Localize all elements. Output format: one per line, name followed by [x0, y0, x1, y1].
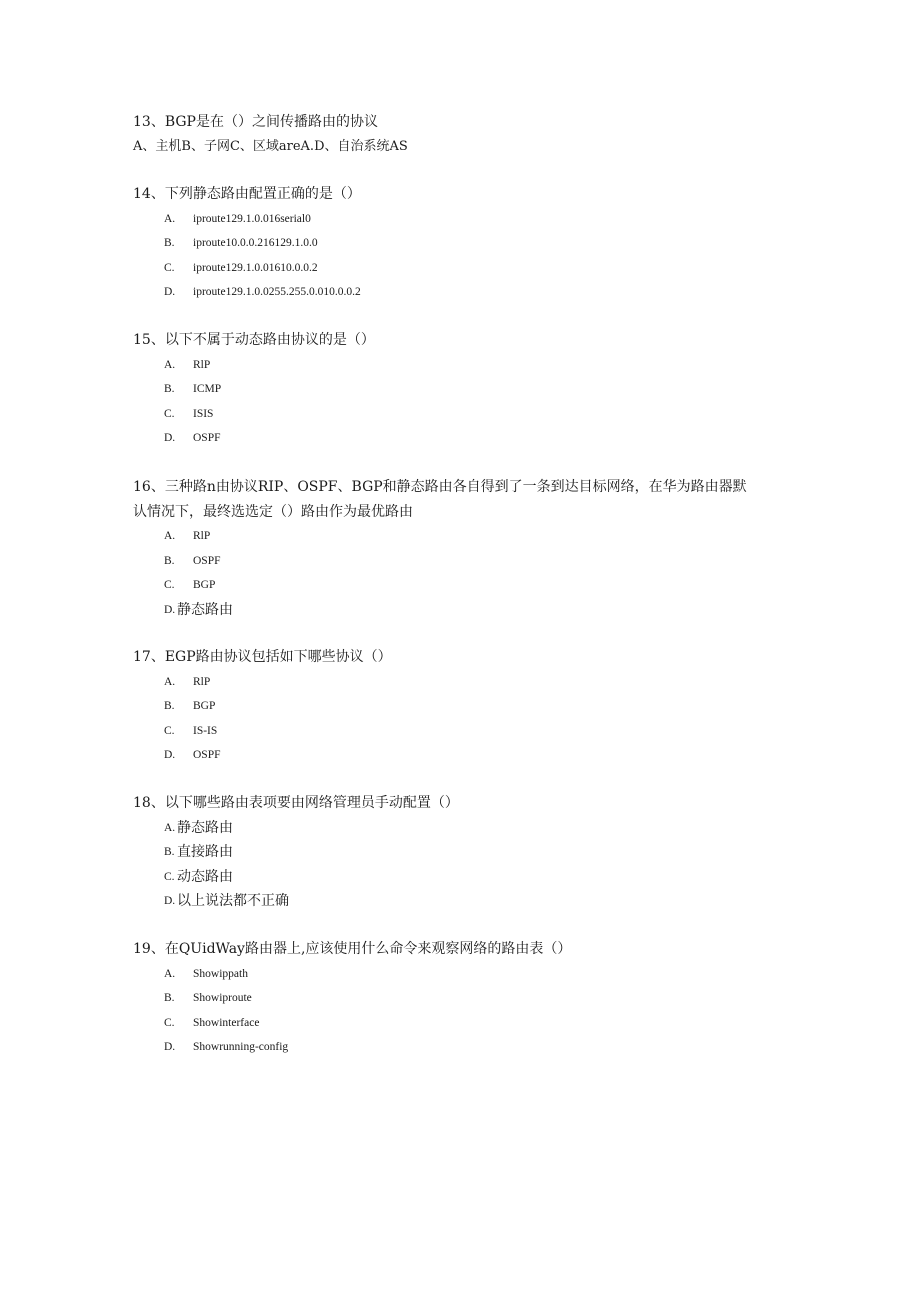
question-inline-options: A、主机B、子网C、区域areA.D、自治系统AS — [133, 138, 408, 154]
option-list — [133, 524, 793, 622]
option-letter: A. — [164, 530, 176, 542]
option-text: OSPF — [193, 554, 221, 567]
question-stem: 19、在QUidWay路由器上,应该使用什么命令来观察网络的路由表（） — [133, 941, 572, 957]
option-letter: D. — [164, 286, 176, 298]
option-letter: B. — [164, 700, 175, 712]
option-letter: B. — [164, 846, 175, 858]
option-text: 静态路由 — [177, 601, 233, 618]
option-a — [133, 353, 793, 378]
option-list — [133, 353, 793, 451]
option-letter: B. — [164, 992, 175, 1004]
option-text: 动态路由 — [177, 868, 233, 885]
question-stem: 14、下列静态路由配置正确的是（） — [133, 186, 361, 202]
option-text: Showrunning-config — [193, 1041, 289, 1053]
option-list — [133, 816, 793, 914]
option-d — [133, 1035, 793, 1060]
question-16 — [133, 475, 793, 622]
option-text: OSPF — [193, 432, 221, 444]
option-b — [133, 694, 793, 719]
option-letter: A. — [164, 212, 176, 225]
option-c — [133, 402, 793, 427]
option-text: OSPF — [193, 749, 221, 761]
option-d — [133, 280, 793, 305]
option-letter: C. — [164, 870, 175, 883]
option-letter: D. — [164, 603, 176, 616]
option-list — [133, 670, 793, 768]
option-letter: C. — [164, 724, 175, 737]
option-b — [133, 986, 793, 1011]
option-a — [133, 524, 793, 549]
option-text: iproute129.1.0.016serial0 — [193, 212, 311, 225]
option-b — [133, 840, 793, 865]
question-stem: 18、以下哪些路由表项要由网络管理员手动配置（） — [133, 795, 459, 811]
option-c — [133, 719, 793, 744]
option-text: 静态路由 — [177, 819, 233, 836]
option-a — [133, 816, 793, 841]
question-19 — [133, 937, 793, 1060]
question-18 — [133, 791, 793, 914]
option-letter: C. — [164, 407, 175, 420]
option-letter: B. — [164, 383, 175, 395]
option-text: Showinterface — [193, 1016, 260, 1029]
option-text: RlP — [193, 358, 211, 371]
option-text: 以上说法都不正确 — [177, 893, 289, 909]
option-letter: D. — [164, 432, 176, 444]
option-a — [133, 207, 793, 232]
option-text: iproute129.1.0.01610.0.0.2 — [193, 261, 318, 274]
option-c — [133, 1011, 793, 1036]
option-b — [133, 231, 793, 256]
option-letter: A. — [164, 358, 176, 371]
option-c — [133, 573, 793, 598]
option-text: IS-IS — [193, 724, 218, 737]
option-letter: A. — [164, 967, 176, 980]
option-text: iproute10.0.0.216129.1.0.0 — [193, 237, 318, 249]
option-c — [133, 865, 793, 890]
option-text: ISIS — [193, 407, 214, 420]
option-text: BGP — [193, 700, 216, 712]
option-letter: C. — [164, 1016, 175, 1029]
option-letter: C. — [164, 261, 175, 274]
option-letter: B. — [164, 554, 175, 567]
option-d — [133, 889, 793, 914]
question-stem: 17、EGP路由协议包括如下哪些协议（） — [133, 649, 392, 665]
question-stem: 15、以下不属于动态路由协议的是（） — [133, 332, 375, 348]
question-stem-line-1: 16、三种路n由协议RIP、OSPF、BGP和静态路由各自得到了一条到达目标网络，在华为路由器默 — [133, 479, 747, 495]
option-text: 直接路由 — [177, 844, 233, 860]
option-d — [133, 426, 793, 451]
option-b — [133, 549, 793, 574]
option-text: iproute129.1.0.0255.255.0.010.0.0.2 — [193, 286, 361, 298]
option-letter: B. — [164, 237, 175, 249]
option-text: Showippath — [193, 967, 248, 980]
option-a — [133, 962, 793, 987]
question-15 — [133, 328, 793, 451]
option-list — [133, 207, 793, 305]
option-text: Showiproute — [193, 992, 252, 1004]
option-letter: A. — [164, 821, 176, 834]
option-d — [133, 598, 793, 623]
option-list — [133, 962, 793, 1060]
option-letter: C. — [164, 579, 175, 591]
option-a — [133, 670, 793, 695]
question-13 — [133, 110, 793, 159]
question-14 — [133, 182, 793, 305]
question-17 — [133, 645, 793, 768]
option-b — [133, 377, 793, 402]
option-d — [133, 743, 793, 768]
option-text: BGP — [193, 579, 216, 591]
option-text: RlP — [193, 675, 211, 688]
option-text: ICMP — [193, 383, 222, 395]
option-letter: D. — [164, 1041, 176, 1053]
question-stem: 13、BGP是在（）之间传播路由的协议 — [133, 114, 378, 130]
option-letter: A. — [164, 675, 176, 688]
option-c — [133, 256, 793, 281]
option-letter: D. — [164, 749, 176, 761]
question-stem-line-2: 认情况下，最终选选定（）路由作为最优路由 — [133, 503, 413, 520]
option-text: RlP — [193, 530, 211, 542]
option-letter: D. — [164, 895, 176, 907]
